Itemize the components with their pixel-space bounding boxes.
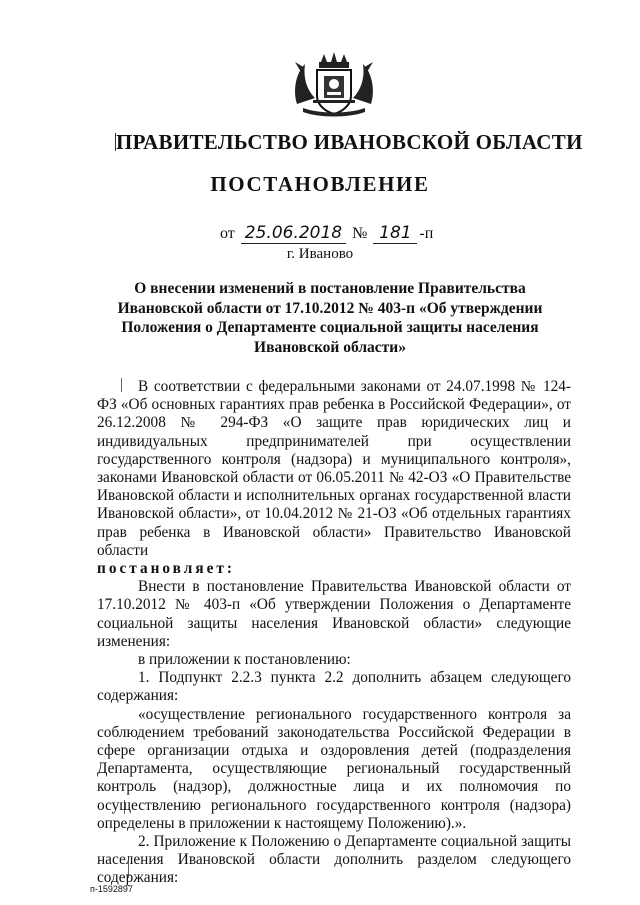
quote-paragraph: «осуществление регионального государственного контроля за соблюдением требований законодательства Российской Федерации в сфере организации отдыха и оздоровления детей (подразделения Департамента, осуществляющие региональный государственный контроль (надзор), должностные лица и их полномочия по осуществлению регионального государственного контроля (надзора) определены в приложении к настоящему Положению).». bbox=[97, 705, 571, 832]
coat-of-arms-emblem bbox=[291, 52, 377, 118]
preamble-paragraph: В соответствии с федеральными законами от 24.07.1998 № 124-ФЗ «Об основных гарантиях прав ребенка в Российской Федерации», от 26.12.2008 № 294-ФЗ «О защите прав юридических лиц и индивидуальных предпринимателей при осуществлении государственного контроля (надзора) и муниципального контроля», законами Ивановской области от 06.05.2011 № 42-ОЗ «О Правительстве Ивановской области и исполнительных органах государственной власти Ивановской области», от 10.04.2012 № 21-ОЗ «Об отдельных гарантиях прав ребенка в Ивановской области» Правительство Ивановской области bbox=[97, 378, 571, 559]
resolves-word: постановляет: bbox=[97, 560, 235, 578]
document-title: О внесении изменений в постановление Правительства Ивановской области от 17.10.2012 № 403-п «Об утверждении Положения о Департаменте социальной защиты населения Ивановской области» bbox=[117, 280, 543, 356]
date-number-line bbox=[220, 223, 433, 244]
number-sign: № bbox=[352, 225, 368, 242]
item-2-paragraph: 2. Приложение к Положению о Департаменте социальной защиты населения Ивановской области дополнить разделом следующего содержания: bbox=[97, 833, 571, 887]
date-prefix: от bbox=[220, 225, 235, 242]
number-suffix: -п bbox=[419, 225, 434, 242]
annex-paragraph: в приложении к постановлению: bbox=[138, 651, 351, 669]
document-code: п-1592897 bbox=[90, 884, 133, 894]
handwritten-number: 181 bbox=[373, 223, 417, 244]
document-type: ПОСТАНОВЛЕНИЕ bbox=[210, 172, 430, 196]
intro-paragraph: Внести в постановление Правительства Ивановской области от 17.10.2012 № 403-п «Об утверждении Положения о Департаменте социальной защиты населения Ивановской области» следующие изменения: bbox=[97, 578, 571, 650]
item-1-paragraph: 1. Подпункт 2.2.3 пункта 2.2 дополнить абзацем следующего содержания: bbox=[97, 669, 571, 705]
document-body bbox=[97, 378, 571, 888]
organization-name: ПРАВИТЕЛЬСТВО ИВАНОВСКОЙ ОБЛАСТИ bbox=[116, 130, 583, 154]
city: г. Иваново bbox=[286, 246, 354, 262]
handwritten-date: 25.06.2018 bbox=[241, 223, 346, 244]
